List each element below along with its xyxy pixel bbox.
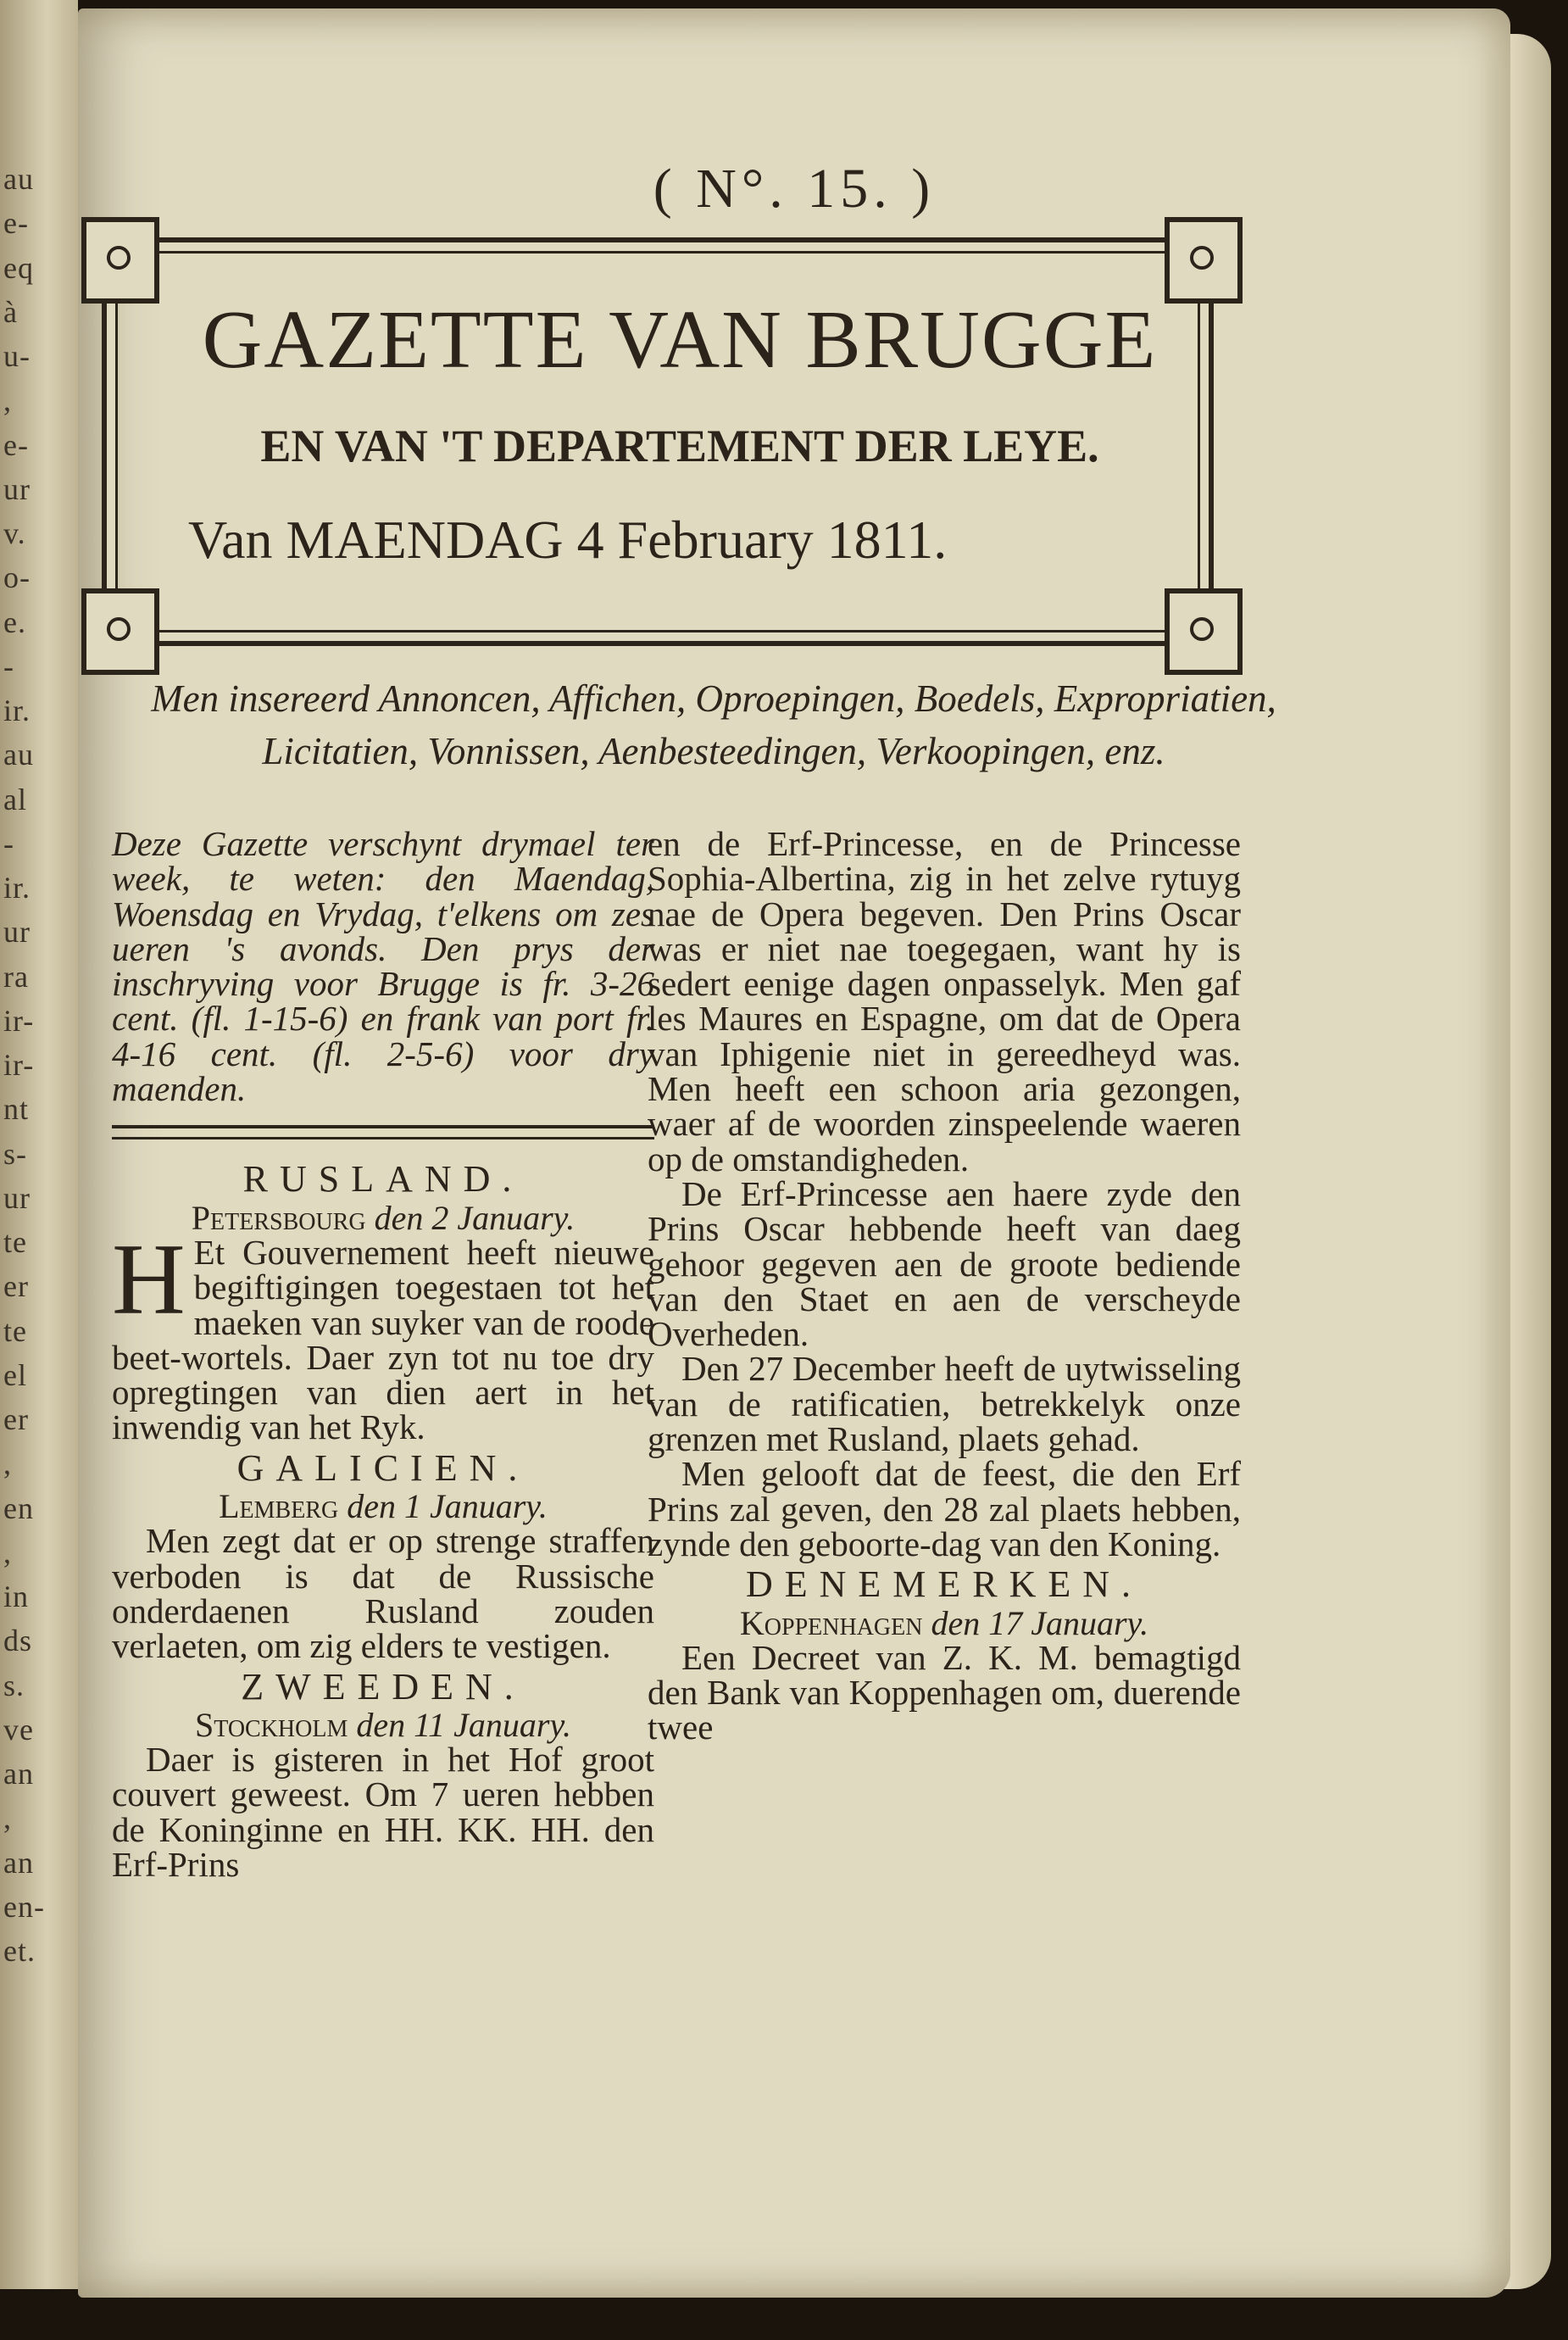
facing-page-text-fragment: eq [3,250,34,285]
facing-page-text-fragment: et. [3,1934,36,1968]
frame-corner-ornament [1165,217,1243,304]
facing-page-text-fragment: ir- [3,1003,35,1038]
dateline-petersbourg: Petersbourg den 2 January. [191,1198,575,1237]
facing-page-text-fragment: an [3,1757,34,1791]
facing-page-text-fragment: en [3,1490,34,1525]
facing-page-text-fragment: e- [3,206,29,241]
facing-page-text-fragment: ir- [3,1048,35,1082]
drop-cap: H [112,1222,186,1335]
facing-page-text-fragment: s- [3,1136,27,1171]
facing-page-text-fragment: er [3,1269,29,1304]
facing-page-edge [0,0,78,2289]
issue-number: ( N°. 15. ) [653,158,936,220]
facing-page-text-fragment: nt [3,1092,30,1127]
facing-page-text-fragment: s. [3,1668,25,1702]
facing-page-text-fragment: v. [3,516,26,550]
section-divider [112,1125,654,1139]
article-zweeden-continued: en de Erf-Princesse, en de Princesse Sophia-Albertina, zig in het zelve rytuyg nae de Opera begeven. Den Prins Oscar was er niet nae toegegaen, want hy is sedert eenige dagen onpasselyk. Men gaf les Maures en Espagne, om dat de Opera van Iphigenie niet in gereedheyd was. Men heeft een schoon aria gezongen, waer af de woorden zinspeelende waeren op de omstandigheden. [648,824,1241,1178]
article-rusland: H Et Gouvernement heeft nieuwe begiftigingen toegestaen tot het maeken van suyker van de roode beet-wortels. Daer zyn tot nu toe dry opregtingen van dien aert in het inwendig van het Ryk. [112,1222,654,1447]
facing-page-text-fragment: - [3,826,14,861]
facing-page-text-fragment: en- [3,1889,45,1924]
facing-page-text-fragment: el [3,1357,27,1392]
facing-page-text-fragment: , [3,1446,12,1481]
facing-page-text-fragment: al [3,782,27,816]
facing-page-text-fragment: , [3,1535,12,1569]
article-paragraph: De Erf-Princesse aen haere zyde den Prins Oscar hebbende heeft van daeg gehoor gegeven aen de groote bediende van den Staet en aen de verscheyde Overheden. [648,1173,1241,1354]
masthead-title: GAZETTE VAN BRUGGE [202,294,1158,386]
facing-page-text-fragment: ur [3,471,31,506]
facing-page-text-fragment: , [3,383,12,418]
facing-page-text-fragment: e. [3,604,26,639]
facing-page-text-fragment: ur [3,915,31,950]
facing-page-text-fragment: o- [3,560,31,595]
newspaper-page [78,8,1510,2298]
article-zweeden: Daer is gisteren in het Hof groot couvert geweest. Om 7 ueren hebben de Koninginne en HH. KK. HH. den Erf-Prins [112,1740,654,1885]
facing-page-text-fragment: ur [3,1180,31,1215]
advertising-notice-line-2: Licitatien, Vonnissen, Aenbesteedingen, Verkoopingen, enz. [262,730,1165,772]
advertising-notice-line-1: Men insereerd Annoncen, Affichen, Oproepingen, Boedels, Expropriatien, [151,677,1276,720]
dateline-lemberg: Lemberg den 1 January. [219,1487,548,1526]
facing-page-text-fragment: au [3,162,34,196]
facing-page-text-fragment: te [3,1313,27,1348]
dateline-stockholm: Stockholm den 11 January. [194,1705,572,1744]
subscription-info: Deze Gazette verschynt drymael ter week, te weten: den Maendag, Woensdag en Vrydag, t'elkens om zes ueren 's avonds. Den prys der inschryving voor Brugge is fr. 3-26 cent. (fl. 1-15-6) en frank van port fr. 4-16 cent. (fl. 2-5-6) voor dry maenden. [112,824,654,1109]
facing-page-text-fragment: , [3,1801,12,1836]
section-heading-denemerken: DENEMERKEN. [745,1563,1143,1606]
facing-page-text-fragment: ve [3,1712,34,1747]
article-paragraph: Men gelooft dat de feest, die den Erf Prins zal geven, den 28 zal plaets hebben, zynde den geboorte-dag van den Koning. [648,1454,1241,1563]
left-column [112,824,654,1885]
frame-corner-ornament [81,217,159,304]
section-heading-zweeden: ZWEEDEN. [241,1665,525,1708]
masthead-subtitle: EN VAN 'T DEPARTEMENT DER LEYE. [260,421,1099,471]
facing-page-text-fragment: e- [3,427,29,462]
right-column [648,824,1241,1747]
issue-dateline: Van MAENDAG 4 February 1811. [188,510,948,570]
facing-page-text-fragment: ir. [3,694,31,727]
facing-page-text-fragment: ir. [3,871,31,905]
facing-page-text-fragment: au [3,738,34,772]
facing-page-text-fragment: - [3,649,14,683]
facing-page-text-fragment: ds [3,1624,33,1658]
facing-page-text-fragment: te [3,1225,27,1259]
article-paragraph: Den 27 December heeft de uytwisseling van de ratificatien, betrekkelyk onze grenzen met Rusland, plaets gehad. [648,1349,1241,1459]
facing-page-text-fragment: à [3,294,18,329]
section-heading-galicien: GALICIEN. [236,1446,530,1489]
facing-page-text-fragment: in [3,1580,30,1613]
facing-page-text-fragment: an [3,1845,34,1880]
facing-page-text-fragment: u- [3,339,31,373]
frame-corner-ornament [1165,588,1243,675]
section-heading-rusland: RUSLAND. [242,1158,524,1201]
frame-corner-ornament [81,588,159,675]
facing-page-text-fragment: ra [3,959,29,994]
dateline-koppenhagen: Koppenhagen den 17 January. [739,1603,1149,1642]
article-denemerken: Een Decreet van Z. K. M. bemagtigd den Bank van Koppenhagen om, duerende twee [648,1637,1241,1747]
facing-page-text-fragment: er [3,1402,29,1436]
article-galicien: Men zegt dat er op strenge straffen verboden is dat de Russische onderdaenen Rusland zouden verlaeten, om zig elders te vestigen. [112,1521,654,1666]
